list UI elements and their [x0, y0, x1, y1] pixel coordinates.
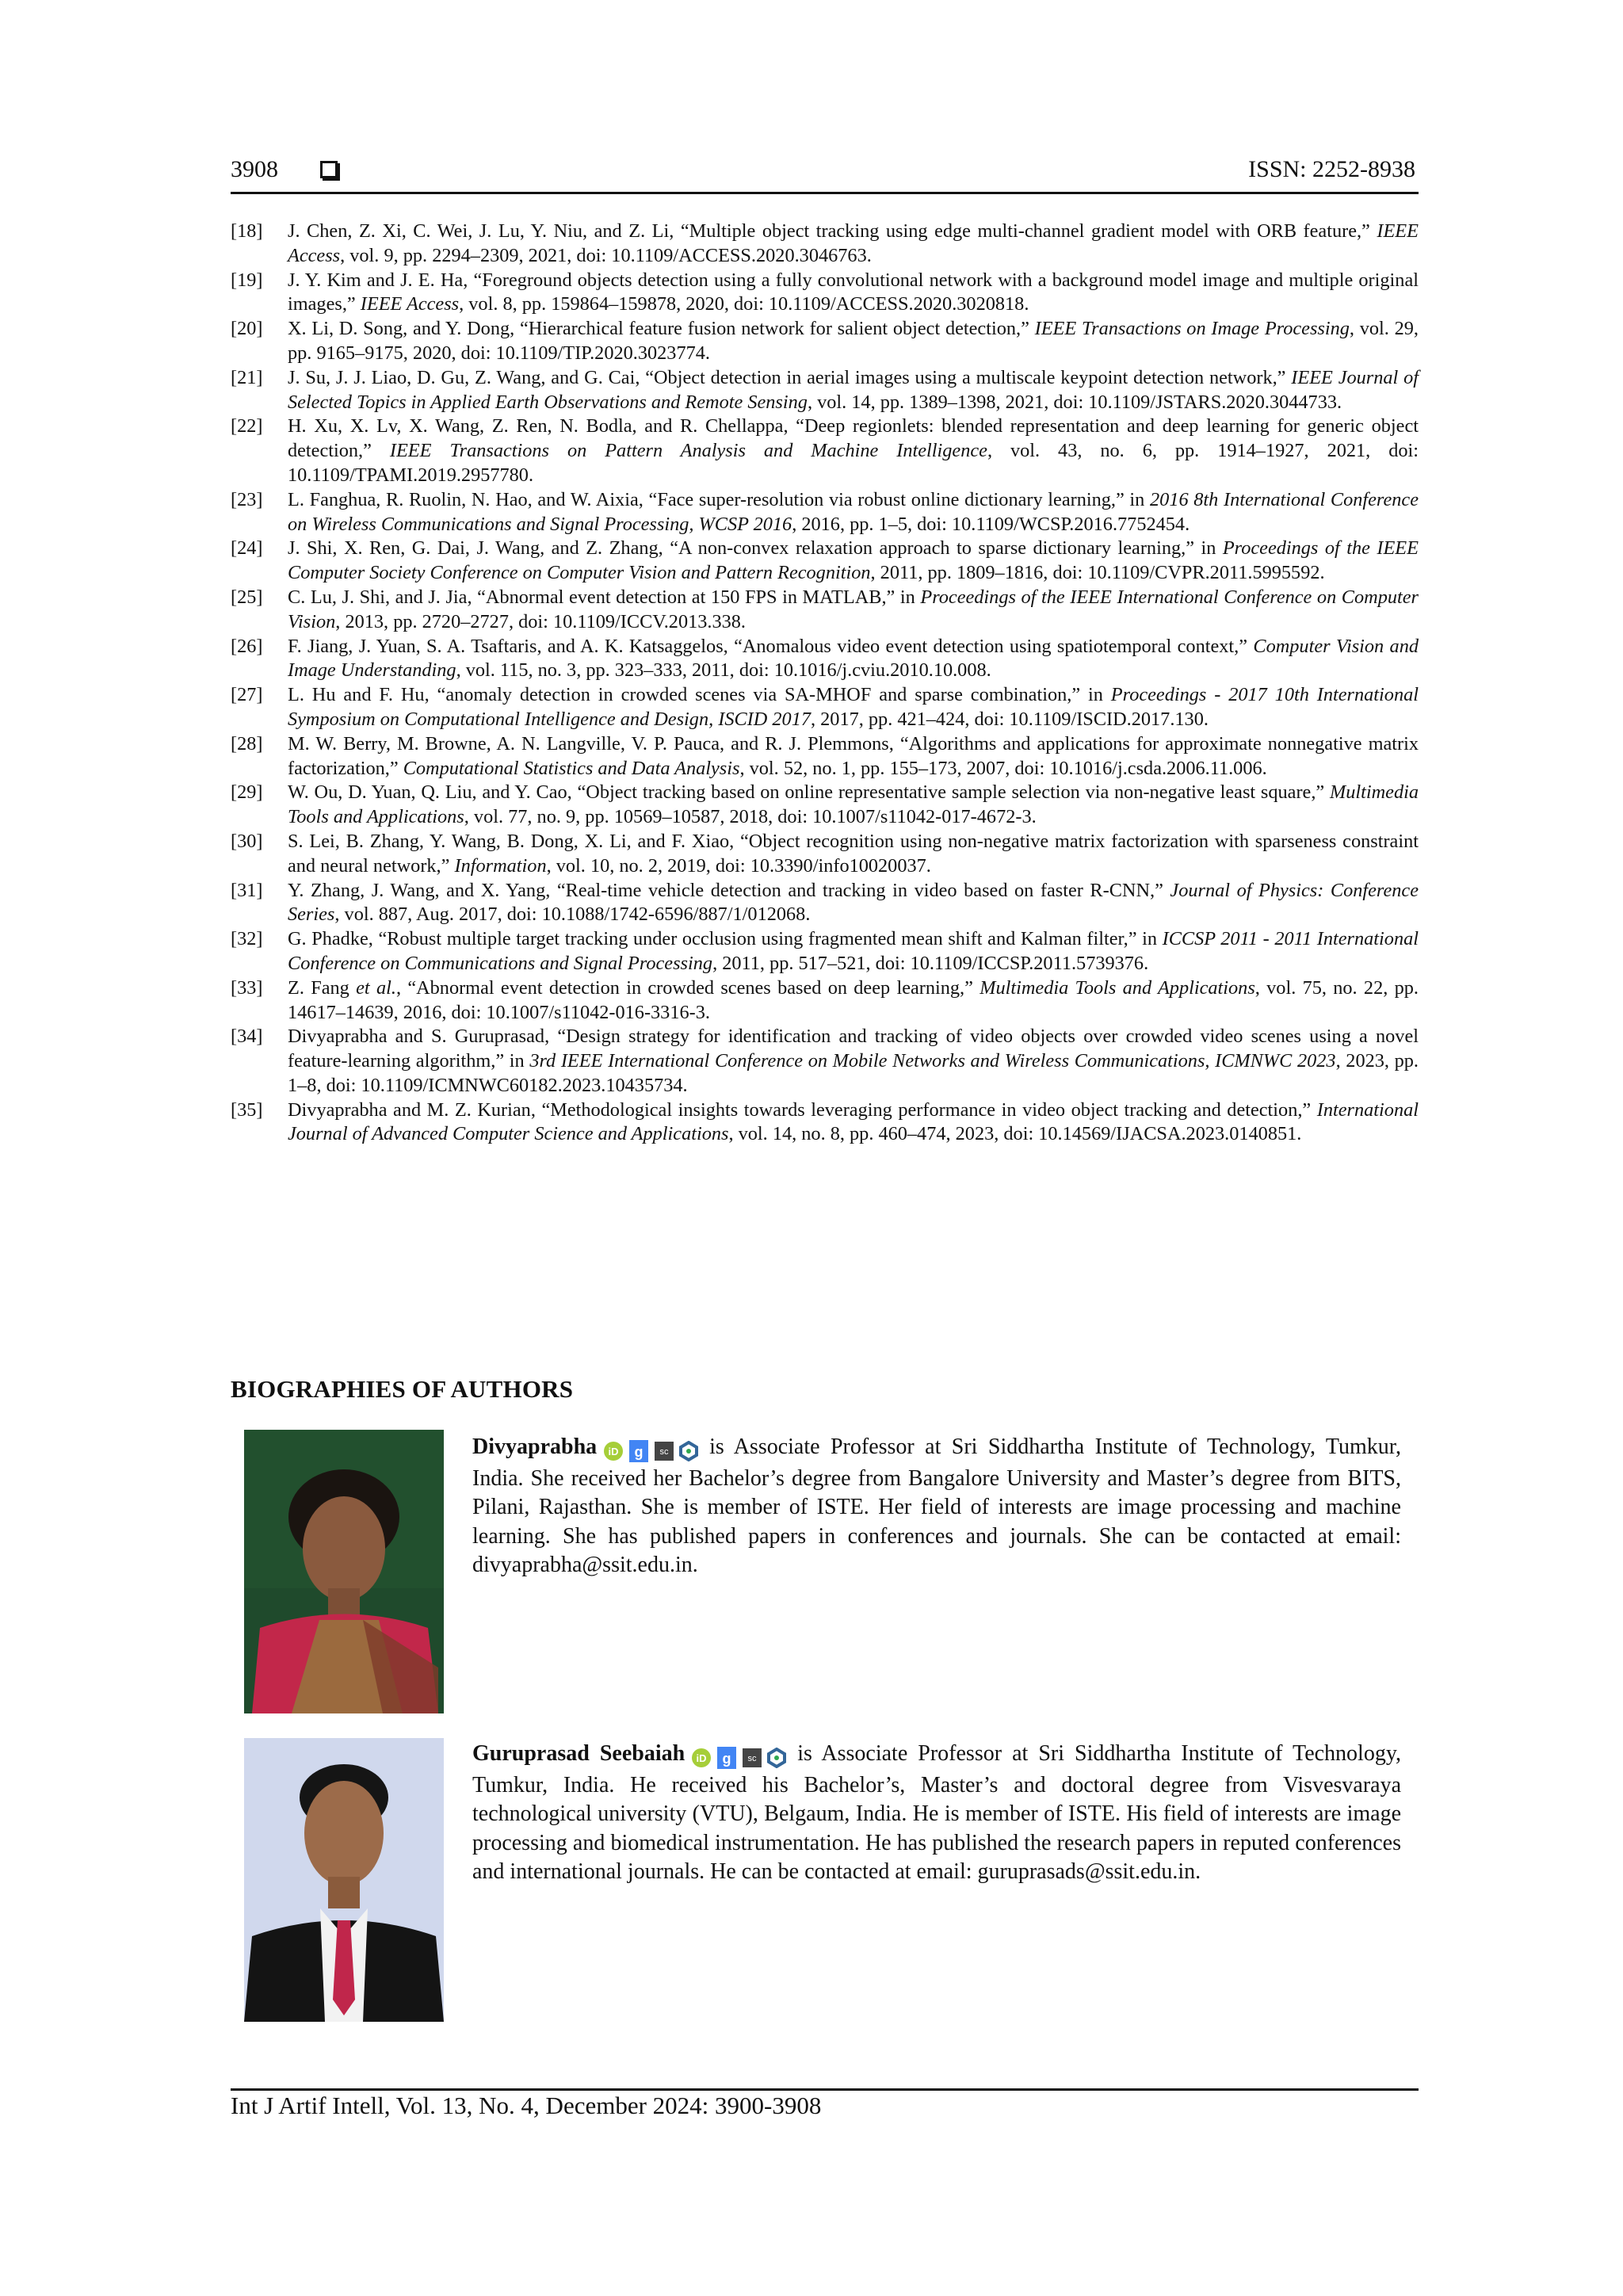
- reference-text: J. Y. Kim and J. E. Ha, “Foreground objects detection using a fully convolutional network with a background model image and multiple original images,”: [288, 269, 1419, 315]
- reference-text: , vol. 8, pp. 159864–159878, 2020, doi: 10.1109/ACCESS.2020.3020818.: [459, 293, 1029, 315]
- reference-item: [231, 927, 1419, 976]
- reference-venue: 3rd IEEE International Conference on Mobile Networks and Wireless Communications, ICMNWC 2023: [529, 1050, 1336, 1072]
- reference-item: [231, 683, 1419, 732]
- reference-text: , 2017, pp. 421–424, doi: 10.1109/ISCID.2017.130.: [811, 708, 1209, 730]
- reference-text: , 2023, pp. 1–8, doi: 10.1109/ICMNWC60182.2023.10435734.: [288, 1050, 1419, 1096]
- reference-text: L. Hu and F. Hu, “anomaly detection in crowded scenes via SA-MHOF and sparse combination,” in: [288, 684, 1111, 706]
- reference-item: [231, 415, 1419, 487]
- reference-text: , 2011, pp. 1809–1816, doi: 10.1109/CVPR.2011.5995592.: [870, 562, 1325, 584]
- svg-text:iD: iD: [696, 1752, 707, 1764]
- orcid-icon[interactable]: [603, 1441, 624, 1461]
- reference-item: [231, 781, 1419, 830]
- reference-item: [231, 269, 1419, 318]
- reference-text: , “Abnormal event detection in crowded scenes based on deep learning,”: [395, 976, 980, 999]
- google-scholar-icon[interactable]: [716, 1746, 737, 1770]
- reference-text: G. Phadke, “Robust multiple target tracking under occlusion using fragmented mean shift and Kalman filter,” in: [288, 928, 1163, 950]
- reference-number: [33]: [231, 976, 263, 999]
- square-bullet-icon: [320, 161, 338, 178]
- reference-text: , vol. 75, no. 22, pp. 14617–14639, 2016, doi: 10.1007/s11042-016-3316-3.: [288, 976, 1419, 1023]
- reference-text: C. Lu, J. Shi, and J. Jia, “Abnormal event detection at 150 FPS in MATLAB,” in: [288, 586, 921, 608]
- reference-text: , vol. 29, pp. 9165–9175, 2020, doi: 10.1109/TIP.2020.3023774.: [288, 318, 1419, 364]
- reference-venue: 2016 8th International Conference on Wireless Communications and Signal Processing, WCSP 2016: [288, 488, 1419, 535]
- reference-number: [31]: [231, 879, 263, 901]
- reference-number: [29]: [231, 781, 263, 804]
- svg-text:sc: sc: [747, 1753, 757, 1763]
- reference-number: [27]: [231, 684, 263, 706]
- reference-item: [231, 1025, 1419, 1098]
- reference-text: J. Su, J. J. Liao, D. Gu, Z. Wang, and G. Cai, “Object detection in aerial images using a multiscale keypoint detection network,”: [288, 366, 1292, 388]
- orcid-icon[interactable]: [691, 1748, 712, 1768]
- reference-item: [231, 317, 1419, 366]
- issn: ISSN: 2252-8938: [1248, 156, 1415, 182]
- reference-venue: Information: [454, 854, 547, 877]
- reference-text: Y. Zhang, J. Wang, and X. Yang, “Real-time vehicle detection and tracking in video based on faster R-CNN,”: [288, 879, 1170, 901]
- author-photo-divyaprabha: [244, 1430, 444, 1713]
- reference-number: [32]: [231, 928, 263, 950]
- author-bio-guruprasad: [472, 1740, 1401, 1887]
- reference-number: [30]: [231, 830, 263, 852]
- reference-venue: Computational Statistics and Data Analysis: [403, 757, 740, 779]
- reference-number: [28]: [231, 732, 263, 755]
- reference-text: , vol. 10, no. 2, 2019, doi: 10.3390/info10020037.: [546, 854, 931, 877]
- scopus-icon[interactable]: [742, 1748, 762, 1768]
- reference-item: [231, 976, 1419, 1026]
- reference-venue: IEEE Access: [288, 220, 1419, 266]
- publons-icon[interactable]: [767, 1748, 786, 1768]
- reference-text: Divyaprabha and S. Guruprasad, “Design strategy for identification and tracking of video objects over crowded video scenes using a novel feature-learning algorithm,” in: [288, 1026, 1419, 1072]
- reference-number: [20]: [231, 318, 263, 340]
- reference-number: [21]: [231, 366, 263, 388]
- reference-number: [18]: [231, 220, 263, 242]
- reference-item: [231, 732, 1419, 781]
- author-name: Guruprasad Seebaiah: [472, 1741, 685, 1766]
- author-bio-text: is Associate Professor at Sri Siddhartha Institute of Technology, Tumkur, India. He received his Bachelor’s, Master’s and doctoral degree from Visvesvaraya technological university (VTU), Belgaum, India. He is member of ISTE. His field of interests are image processing and biomedical instrumentation. He has published the research papers in reputed conferences and international journals. He can be contacted at email: guruprasads@ssit.edu.in.: [472, 1741, 1402, 1885]
- reference-number: [34]: [231, 1026, 263, 1048]
- page-header: [231, 155, 1419, 192]
- reference-venue: Proceedings - 2017 10th International Symposium on Computational Intelligence and Design, ISCID 2017: [288, 684, 1419, 730]
- reference-venue: IEEE Journal of Selected Topics in Applied Earth Observations and Remote Sensing: [288, 366, 1419, 413]
- reference-item: [231, 830, 1419, 879]
- reference-number: [26]: [231, 635, 263, 657]
- reference-text: , 2016, pp. 1–5, doi: 10.1109/WCSP.2016.7752454.: [792, 513, 1190, 535]
- reference-text: , vol. 43, no. 6, pp. 1914–1927, 2021, doi: 10.1109/TPAMI.2019.2957780.: [288, 440, 1419, 486]
- author-photo-guruprasad: [244, 1738, 444, 2022]
- reference-list: [231, 220, 1419, 1147]
- reference-item: [231, 1098, 1419, 1148]
- header-rule: [231, 192, 1419, 194]
- profile-icons: [691, 1742, 791, 1771]
- author-name: Divyaprabha: [472, 1435, 598, 1459]
- reference-text: , 2011, pp. 517–521, doi: 10.1109/ICCSP.2011.5739376.: [712, 952, 1149, 974]
- svg-text:g: g: [722, 1750, 731, 1767]
- reference-item: [231, 635, 1419, 684]
- reference-text: , vol. 14, pp. 1389–1398, 2021, doi: 10.1109/JSTARS.2020.3044733.: [807, 391, 1342, 413]
- reference-venue: Proceedings of the IEEE International Conference on Computer Vision: [288, 586, 1419, 632]
- biographies-heading: BIOGRAPHIES OF AUTHORS: [231, 1375, 574, 1403]
- svg-text:g: g: [634, 1443, 643, 1460]
- reference-venue: IEEE Transactions on Pattern Analysis and Machine Intelligence: [389, 440, 987, 462]
- reference-text: S. Lei, B. Zhang, Y. Wang, B. Dong, X. Li, and F. Xiao, “Object recognition using non-negative matrix factorization with sparseness constraint and neural network,”: [288, 830, 1419, 877]
- reference-number: [22]: [231, 415, 263, 437]
- reference-text: X. Li, D. Song, and Y. Dong, “Hierarchical feature fusion network for salient object detection,”: [288, 318, 1035, 340]
- reference-text: , vol. 77, no. 9, pp. 10569–10587, 2018, doi: 10.1007/s11042-017-4672-3.: [464, 806, 1037, 828]
- reference-number: [19]: [231, 269, 263, 291]
- scopus-icon[interactable]: [654, 1441, 674, 1461]
- reference-number: [25]: [231, 586, 263, 608]
- reference-text: , vol. 887, Aug. 2017, doi: 10.1088/1742-6596/887/1/012068.: [334, 904, 811, 926]
- reference-venue: ICCSP 2011 - 2011 International Conference on Communications and Signal Processing: [288, 928, 1419, 974]
- reference-text: H. Xu, X. Lv, X. Wang, Z. Ren, N. Bodla, and R. Chellappa, “Deep regionlets: blended representation and deep learning for generic object detection,”: [288, 415, 1419, 462]
- page-number: 3908: [231, 156, 278, 182]
- publons-icon[interactable]: [679, 1441, 698, 1461]
- reference-text: W. Ou, D. Yuan, Q. Liu, and Y. Cao, “Object tracking based on online representative sample selection via non-negative least square,”: [288, 781, 1330, 804]
- reference-number: [24]: [231, 537, 263, 560]
- reference-venue: Computer Vision and Image Understanding: [288, 635, 1419, 682]
- reference-venue: Multimedia Tools and Applications: [288, 781, 1419, 828]
- reference-text: , vol. 115, no. 3, pp. 323–333, 2011, doi: 10.1016/j.cviu.2010.10.008.: [456, 659, 991, 682]
- reference-text: Divyaprabha and M. Z. Kurian, “Methodological insights towards leveraging performance in video object tracking and detection,”: [288, 1098, 1317, 1121]
- reference-number: [23]: [231, 488, 263, 510]
- reference-venue: IEEE Transactions on Image Processing: [1034, 318, 1350, 340]
- reference-text: L. Fanghua, R. Ruolin, N. Hao, and W. Aixia, “Face super-resolution via robust online dictionary learning,” in: [288, 488, 1151, 510]
- reference-text: J. Shi, X. Ren, G. Dai, J. Wang, and Z. Zhang, “A non-convex relaxation approach to sparse dictionary learning,” in: [288, 537, 1223, 560]
- reference-item: [231, 537, 1419, 586]
- svg-text:iD: iD: [608, 1445, 619, 1457]
- footer-citation: Int J Artif Intell, Vol. 13, No. 4, December 2024: 3900-3908: [231, 2092, 822, 2119]
- reference-venue: Proceedings of the IEEE Computer Society Conference on Computer Vision and Pattern Recognition: [288, 537, 1419, 584]
- reference-item: [231, 586, 1419, 635]
- reference-venue: Multimedia Tools and Applications: [980, 976, 1255, 999]
- reference-text: Z. Fang: [288, 976, 357, 999]
- reference-venue: et al.: [356, 976, 396, 999]
- reference-text: , vol. 9, pp. 2294–2309, 2021, doi: 10.1109/ACCESS.2020.3046763.: [340, 244, 872, 266]
- reference-item: [231, 879, 1419, 928]
- reference-venue: Journal of Physics: Conference Series: [288, 879, 1419, 926]
- reference-venue: International Journal of Advanced Computer Science and Applications: [288, 1098, 1419, 1145]
- reference-text: J. Chen, Z. Xi, C. Wei, J. Lu, Y. Niu, and Z. Li, “Multiple object tracking using edge multi-channel gradient model with ORB feature,”: [288, 220, 1377, 242]
- google-scholar-icon[interactable]: [628, 1439, 649, 1463]
- reference-text: M. W. Berry, M. Browne, A. N. Langville, V. P. Pauca, and R. J. Plemmons, “Algorithms and applications for approximate nonnegative matrix factorization,”: [288, 732, 1419, 779]
- reference-item: [231, 488, 1419, 537]
- profile-icons: [603, 1435, 703, 1465]
- reference-text: , vol. 52, no. 1, pp. 155–173, 2007, doi: 10.1016/j.csda.2006.11.006.: [739, 757, 1267, 779]
- reference-item: [231, 366, 1419, 415]
- reference-number: [35]: [231, 1098, 263, 1121]
- reference-text: , 2013, pp. 2720–2727, doi: 10.1109/ICCV.2013.338.: [335, 610, 746, 632]
- author-bio-text: is Associate Professor at Sri Siddhartha Institute of Technology, Tumkur, India. She received her Bachelor’s degree from Bangalore University and Master’s degree from BITS, Pilani, Rajasthan. She is member of ISTE. Her field of interests are image processing and machine learning. She has published papers in conferences and journals. She can be contacted at email: divyaprabha@ssit.edu.in.: [472, 1435, 1401, 1578]
- svg-text:sc: sc: [659, 1446, 669, 1457]
- reference-item: [231, 220, 1419, 269]
- reference-venue: IEEE Access: [360, 293, 460, 315]
- reference-text: , vol. 14, no. 8, pp. 460–474, 2023, doi: 10.14569/IJACSA.2023.0140851.: [728, 1123, 1302, 1145]
- author-bio-divyaprabha: [472, 1433, 1401, 1580]
- reference-text: F. Jiang, J. Yuan, S. A. Tsaftaris, and A. K. Katsaggelos, “Anomalous video event detection using spatiotemporal context,”: [288, 635, 1254, 657]
